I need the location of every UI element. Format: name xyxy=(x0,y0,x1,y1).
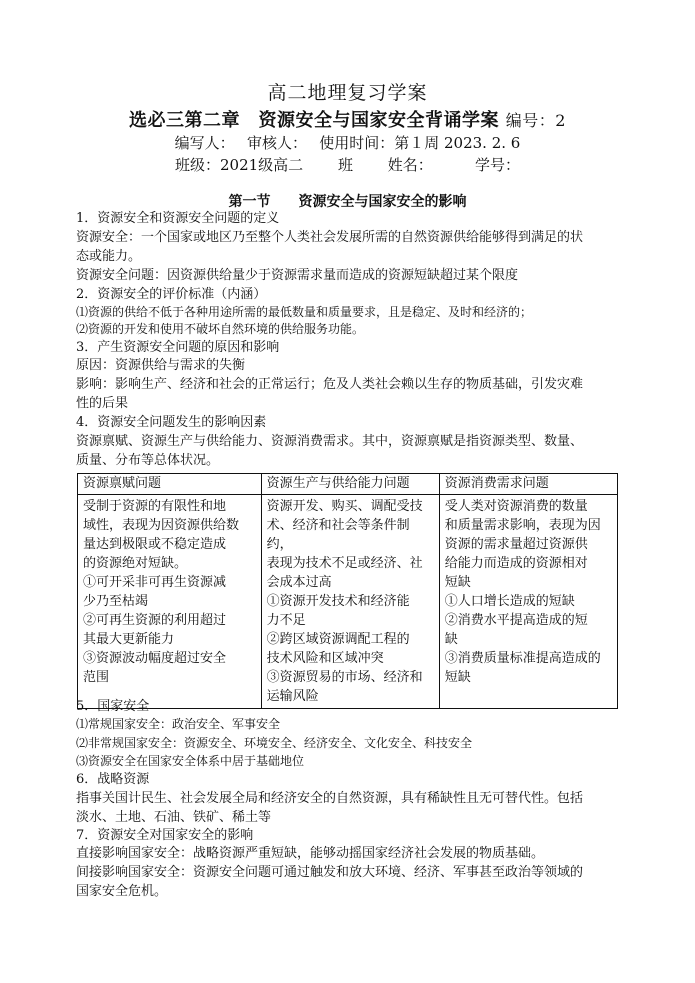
para-7a: 直接影响国家安全：战略资源严重短缺，能够动摇国家经济社会发展的物质基础。 xyxy=(76,846,545,861)
cell-line: 域性，表现为因资源供给数 xyxy=(83,518,240,533)
para-5a: ⑴常规国家安全：政治安全、军事安全 xyxy=(76,717,281,731)
table-header-cell: 资源生产与供给能力问题 xyxy=(261,474,439,495)
heading-7: 7．资源安全对国家安全的影响 xyxy=(76,828,254,843)
heading-6: 6．战略资源 xyxy=(76,772,150,787)
cell-line: ②可再生资源的利用超过 xyxy=(83,613,227,628)
cell-line: 资源的需求量超过资源供 xyxy=(444,537,588,552)
section-title-text: 第一节 资源安全与国家安全的影响 xyxy=(228,194,467,210)
cell-line: 其最大更新能力 xyxy=(83,632,175,647)
cell-line: ③资源贸易的市场、经济和 xyxy=(266,670,423,685)
para-7b: 间接影响国家安全：资源安全问题可通过触发和放大环境、经济、军事甚至政治等领域的 xyxy=(76,865,584,880)
class-line xyxy=(0,154,695,175)
para-5b: ⑵非常规国家安全：资源安全、环境安全、经济安全、文化安全、科技安全 xyxy=(76,736,473,750)
cell-line: 力不足 xyxy=(266,613,306,628)
cell-line: ①资源开发技术和经济能 xyxy=(266,594,410,609)
para-2a: ⑴资源的供给不低于各种用途所需的最低数量和质量要求，且是稳定、及时和经济的； xyxy=(76,305,533,319)
cell-line: 资源开发、购买、调配受技 xyxy=(266,499,423,514)
cell-line: 表现为技术不足或经济、社 xyxy=(266,556,423,571)
heading-5: 5．国家安全 xyxy=(76,699,150,714)
factors-table xyxy=(77,473,618,709)
cell-line: 少乃至枯竭 xyxy=(83,594,149,609)
para-5c: ⑶资源安全在国家安全体系中居于基础地位 xyxy=(76,754,305,768)
meta-line xyxy=(0,132,695,153)
cell-line: 术、经济和社会等条件制约， xyxy=(266,518,410,552)
cell-line: 量达到极限或不稳定造成 xyxy=(83,537,227,552)
table-cell-endowment xyxy=(78,495,262,709)
doc-title: 高二地理复习学案 xyxy=(267,82,428,104)
para-7c: 国家安全危机。 xyxy=(76,884,168,899)
para-3a: 原因：资源供给与需求的失衡 xyxy=(76,358,246,373)
doc-number: 编号：2 xyxy=(505,111,566,130)
cell-line: ③资源波动幅度超过安全 xyxy=(83,651,227,666)
para-3b: 影响：影响生产、经济和社会的正常运行；危及人类社会赖以生存的物质基础，引发灾难 xyxy=(76,377,584,392)
heading-3: 3．产生资源安全问题的原因和影响 xyxy=(76,340,280,355)
cell-line: ①可开采非可再生资源减 xyxy=(83,575,227,590)
subtitle-text: 选必三第二章 资源安全与国家安全背诵学案 xyxy=(129,110,500,131)
cell-line: 短缺 xyxy=(444,670,471,685)
table-header-cell: 资源禀赋问题 xyxy=(78,474,262,495)
cell-line: 受人类对资源消费的数量 xyxy=(444,499,588,514)
doc-subtitle xyxy=(0,106,695,132)
heading-4: 4．资源安全问题发生的影响因素 xyxy=(76,415,267,430)
cell-line: ②跨区域资源调配工程的 xyxy=(266,632,410,647)
para-4b: 质量、分布等总体状况。 xyxy=(76,453,220,468)
cell-line: 技术风险和区域冲突 xyxy=(266,651,384,666)
cell-line: 给能力而造成的资源相对 xyxy=(444,556,588,571)
table-header-cell: 资源消费需求问题 xyxy=(439,474,617,495)
para-1a: 资源安全：一个国家或地区乃至整个人类社会发展所需的自然资源供给能够得到满足的状 xyxy=(76,230,584,245)
cell-line: 和质量需求影响，表现为因 xyxy=(444,518,601,533)
para-6a: 指事关国计民生、社会发展全局和经济安全的自然资源，具有稀缺性且无可替代性。包括 xyxy=(76,791,584,806)
para-4a: 资源禀赋、资源生产与供给能力、资源消费需求。其中，资源禀赋是指资源类型、数量、 xyxy=(76,434,584,449)
cell-line: 受制于资源的有限性和地 xyxy=(83,499,227,514)
cell-line: 会成本过高 xyxy=(266,575,332,590)
heading-2: 2．资源安全的评价标准（内涵） xyxy=(76,287,267,302)
para-1b: 态或能力。 xyxy=(76,249,142,264)
table-cell-supply xyxy=(261,495,439,709)
table-header-row xyxy=(78,474,618,495)
meta-text: 编写人： 审核人： 使用时间：第１周 2023. 2. 6 xyxy=(174,134,521,152)
table-row xyxy=(78,495,618,709)
cell-line: ③消费质量标准提高造成的 xyxy=(444,651,601,666)
cell-line: ②消费水平提高造成的短 xyxy=(444,613,588,628)
cell-line: 范围 xyxy=(83,670,110,685)
cell-line: 缺 xyxy=(444,632,458,647)
cell-line: 的资源绝对短缺。 xyxy=(83,556,188,571)
para-6b: 淡水、土地、石油、铁矿、稀土等 xyxy=(76,810,272,825)
para-2b: ⑵资源的开发和使用不破坏自然环境的供给服务功能。 xyxy=(76,322,365,336)
section-title xyxy=(0,191,695,211)
cell-line: ①人口增长造成的短缺 xyxy=(444,594,575,609)
cell-line: 短缺 xyxy=(444,575,471,590)
cell-line: 运输风险 xyxy=(266,689,319,704)
para-3c: 性的后果 xyxy=(76,396,129,411)
table-cell-demand xyxy=(439,495,617,709)
class-text: 班级：2021级高二 班 姓名： 学号： xyxy=(175,156,520,174)
heading-1: 1．资源安全和资源安全问题的定义 xyxy=(76,211,280,226)
para-1c: 资源安全问题：因资源供给量少于资源需求量而造成的资源短缺超过某个限度 xyxy=(76,268,519,283)
